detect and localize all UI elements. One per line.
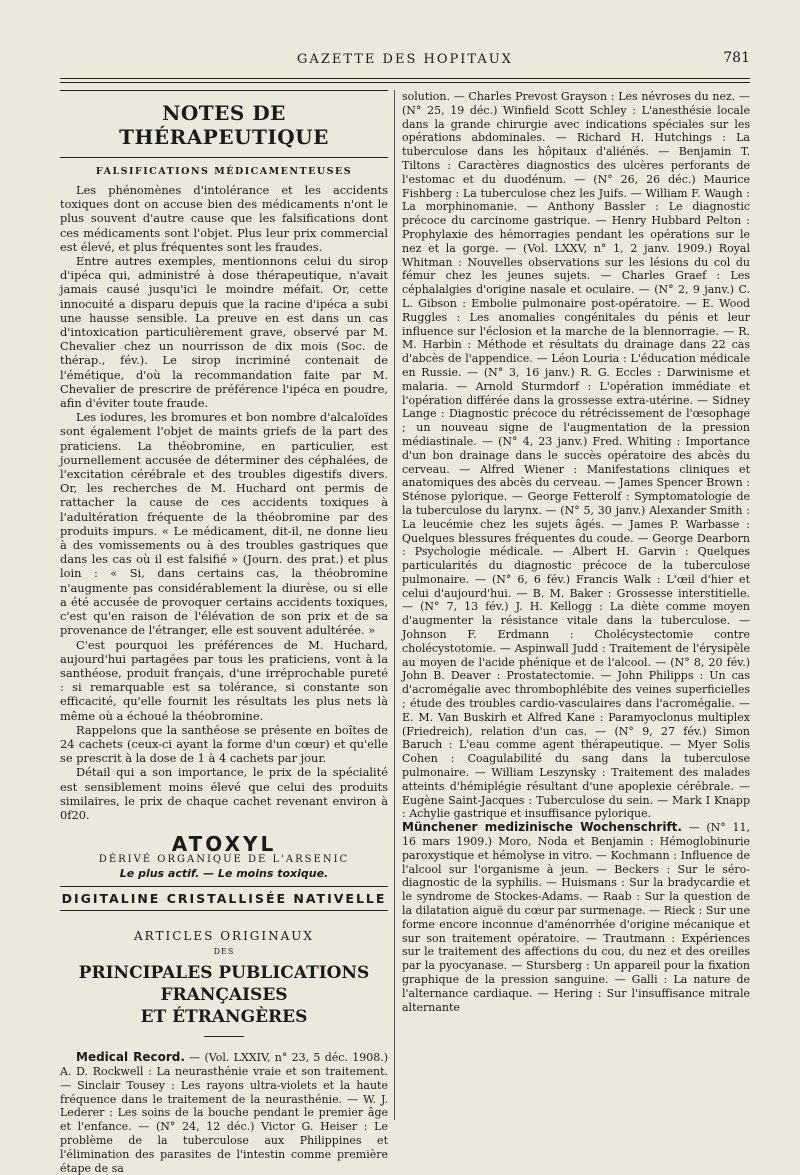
gazette-title: GAZETTE DES HOPITAUX: [297, 52, 513, 67]
paragraph: Les iodures, les bromures et bon nombre d'alcaloïdes sont également l'objet de maints griefs de la part des praticiens. La théobromine, en particulier, est journellement accusée de déterminer des céphalées, de l'excitation cérébrale et des troubles digestifs divers. Or, les recherches de M. Huchard ont permis de rattacher la cause de ces accidents toxiques à l'adultération fréquente de la théobromine par des produits impurs. « Le médicament, dit-il, ne donne lieu à des vomissements ou à des troubles gastriques que dans les cas où il est falsifié » (Journ. des prat.) et plus loin : « Si, dans certains cas, la théobromine n'augmente pas considérablement la diurèse, ou si elle a été accusée de provoquer certains accidents toxiques, c'est qu'en raison de l'élévation de son prix et de sa provenance de l'étranger, elle est souvent adultérée. »: [60, 410, 388, 638]
paragraph: C'est pourquoi les préférences de M. Huchard, aujourd'hui partagées par tous les praticiens, vont à la santhéose, produit français, d'une irréprochable pureté : si remarquable est sa tolérance, si constante son efficacité, qu'elle fournit les résultats les plus nets là même où a échoué la théobromine.: [60, 637, 388, 723]
section-top-rule: [60, 90, 388, 91]
paragraph: Détail qui a son importance, le prix de la spécialité est sensiblement moins élevé que celui des produits similaires, le prix de chaque cachet revenant environ à 0f20.: [60, 765, 388, 822]
ad-name: ATOXYL: [171, 832, 277, 857]
section-bottom-rule: [60, 157, 388, 158]
atoxyl-advertisement: [60, 832, 388, 880]
journal-text: — (Vol. LXXIV, n° 23, 5 déc. 1908.) A. D. Rockwell : La neurasthénie vraie et son traitement. — Sinclair Tousey : Les rayons ultra-violets et la haute fréquence dans le traitement de la neurasthénie. — W. J. Lederer : Les soins de la bouche pendant le premier âge et l'enfance. — (N° 24, 12 déc.) Victor G. Heiser : Le problème de la tuberculose aux Philippines et l'élimination des parasites de l'intestin comme première étape de sa: [60, 1051, 388, 1175]
journal-name: Münchener medizinische Wochenschrift.: [402, 820, 682, 835]
page-header: [60, 52, 750, 72]
header-rule-thin: [60, 82, 750, 83]
munchener-entry: [402, 821, 750, 1014]
journal-text: — (N° 11, 16 mars 1909.) Moro, Noda et Benjamin : Hémoglobinurie paroxystique et hémolyse in vitro. — Kochmann : Influence de l'alcool sur l'organisme à jeun. — Beckers : Sur le séro-diagnostic de la syphilis. — Huismans : Sur la bradycardie et le syndrome de Stockes-Adams. — Raab : Sur la question de la dilatation aiguë du cœur par surmenage. — Rieck : Sur une forme encore inconnue d'aménorrhée d'origine mécanique et sur son traitement opératoire. — Trautmann : Expériences sur le traitement des affections du cou, du nez et des oreilles par la pyocyanase. — Stursberg : Un appareil pour la fixation graphique de la pression sanguine. — Galli : La nature de l'alternance cardiaque. — Hering : Sur l'insuffisance mitrale alternante: [402, 821, 750, 1014]
page-number: 781: [723, 50, 750, 66]
header-rule: [60, 78, 750, 79]
ad-subtitle: DÉRIVÉ ORGANIQUE DE L'ARSENIC: [98, 854, 350, 866]
paragraph: Les phénomènes d'intolérance et les accidents toxiques dont on accuse bien des médicaments n'ont le plus souvent d'autre cause que les falsifications dont ces médicaments sont l'objet. Plus leur prix commercial est élevé, et plus fréquentes sont les fraudes.: [60, 183, 388, 254]
subheading: FALSIFICATIONS MÉDICAMENTEUSES: [95, 166, 353, 177]
left-column: [60, 90, 388, 1175]
column-divider: [394, 90, 395, 1120]
medical-record-continued: solution. — Charles Prevost Grayson : Les névroses du nez. — (N° 25, 19 déc.) Winfield Scott Schley : L'anesthésie locale dans la grande chirurgie avec indications spéciales sur les opérations abdominales. — Richard H. Hutchings : La tuberculose dans les hôpitaux d'aliénés. — Benjamin T. Tiltons : Caractères diagnostics des ulcères perforants de l'estomac et du duodénum. — (N° 26, 26 déc.) Maurice Fishberg : La tuberculose chez les Juifs. — William F. Waugh : La morphinomanie. — Anthony Bassler : Le diagnostic précoce du carcinome gastrique. — Henry Hubbard Pelton : Prophylaxie des hémorragies pendant les opérations sur le nez et la gorge. — (Vol. LXXV, n° 1, 2 janv. 1909.) Royal Whitman : Nouvelles observations sur les lésions du col du fémur chez les jeunes sujets. — Charles Graef : Les céphalalgies d'origine nasale et oculaire. — (N° 2, 9 janv.) C. L. Gibson : Embolie pulmonaire post-opératoire. — E. Wood Ruggles : Les anomalies congénitales du pénis et leur influence sur l'éclosion et la marche de la blennorragie. — R. M. Harbin : Méthode et résultats du drainage dans 22 cas d'abcès de l'appendice. — Léon Louria : L'éducation médicale en Russie. — (N° 3, 16 janv.) R. G. Eccles : Darwinisme et malaria. — Arnold Sturmdorf : L'opération immédiate et l'opération différée dans la grossesse extra-utérine. — Sidney Lange : Diagnostic précoce du rétrécissement de l'œsophage ; un nouveau signe de l'augmentation de la pression médiastinale. — (N° 4, 23 janv.) Fred. Whiting : Importance d'un bon drainage dans le succès opératoire des abcès du cerveau. — Alfred Wiener : Manifestations cliniques et anatomiques des abcès du cerveau. — James Spencer Brown : Sténose pylorique. — George Fetterolf : Symptomatologie de la tuberculose du larynx. — (N° 5, 30 janv.) Alexander Smith : La leucémie chez les sujets âgés. — James P. Warbasse : Quelques blessures fréquentes du coude. — George Dearborn : Psychologie médicale. — Albert H. Garvin : Quelques particularités du diagnostic précoce de la tuberculose pulmonaire. — (N° 6, 6 fév.) Francis Walk : L'œil d'hier et celui d'aujourd'hui. — B. M. Baker : Grossesse interstitielle. — (N° 7, 13 fév.) J. H. Kellogg : La diète comme moyen d'augmenter la résistance vitale dans la tuberculose. — Johnson F. Erdmann : Cholécystectomie contre cholécystotomie. — Aspinwall Judd : Traitement de l'érysipèle au moyen de l'acide phénique et de l'alcool. — (N° 8, 20 fév.) John B. Deaver : Prostatectomie. — John Philipps : Un cas d'acromégalie avec thrombophlébite des veines superficielles ; étude des troubles cardio-vasculaires dans l'acromégalie. — E. M. Van Buskirh et Alfred Kane : Paramyoclonus multiplex (Friedreich), relation d'un cas. — (N° 9, 27 fév.) Simon Baruch : L'eau comme agent thérapeutique. — Myer Solis Cohen : Coagulabilité du sang dans la tuberculose pulmonaire. — William Leszynsky : Traitement des malades atteints d'hémiplégie résultant d'une apoplexie cérébrale. — Eugène Saint-Jacques : Tuberculose du sein. — Mark I Knapp : Achylie gastrique et insuffisance pylorique.: [402, 90, 750, 821]
articles-des: DES: [213, 947, 235, 957]
paragraph: Rappelons que la santhéose se présente en boîtes de 24 cachets (ceux-ci ayant la forme d'un cœur) et qu'elle se prescrit à la dose de 1 à 4 cachets par jour.: [60, 722, 388, 766]
digitaline-advertisement: DIGITALINE CRISTALLISÉE NATIVELLE: [60, 886, 388, 911]
paragraph: Entre autres exemples, mentionnons celui du sirop d'ipéca qui, administré à dose thérapeutique, n'avait jamais causé jusqu'ici le moindre méfait. Or, cette innocuité a disparu depuis que la racine d'ipéca a subi une hausse sensible. La preuve en est dans un cas d'intoxication particulièrement grave, observé par M. Chevalier chez un nourrisson de dix mois (Soc. de thérap., fév.). Le sirop incriminé contenait de l'émétique, d'où la recommandation faite par M. Chevalier de prescrire de préférence l'ipéca en poudre, afin d'éviter toute fraude.: [60, 254, 388, 411]
ad-tagline: Le plus actif. — Le moins toxique.: [119, 867, 329, 881]
right-column: [402, 90, 750, 1014]
medical-record-entry: [60, 1051, 388, 1175]
publications-title: PRINCIPALES PUBLICATIONS FRANÇAISES: [78, 963, 370, 1006]
section-title: NOTES DE THÉRAPEUTIQUE: [119, 101, 329, 149]
articles-heading: ARTICLES ORIGINAUX: [134, 929, 314, 944]
publications-title-2: ET ÉTRANGÈRES: [140, 1007, 308, 1028]
journal-name: Medical Record.: [76, 1050, 185, 1065]
short-divider: [204, 1036, 244, 1037]
